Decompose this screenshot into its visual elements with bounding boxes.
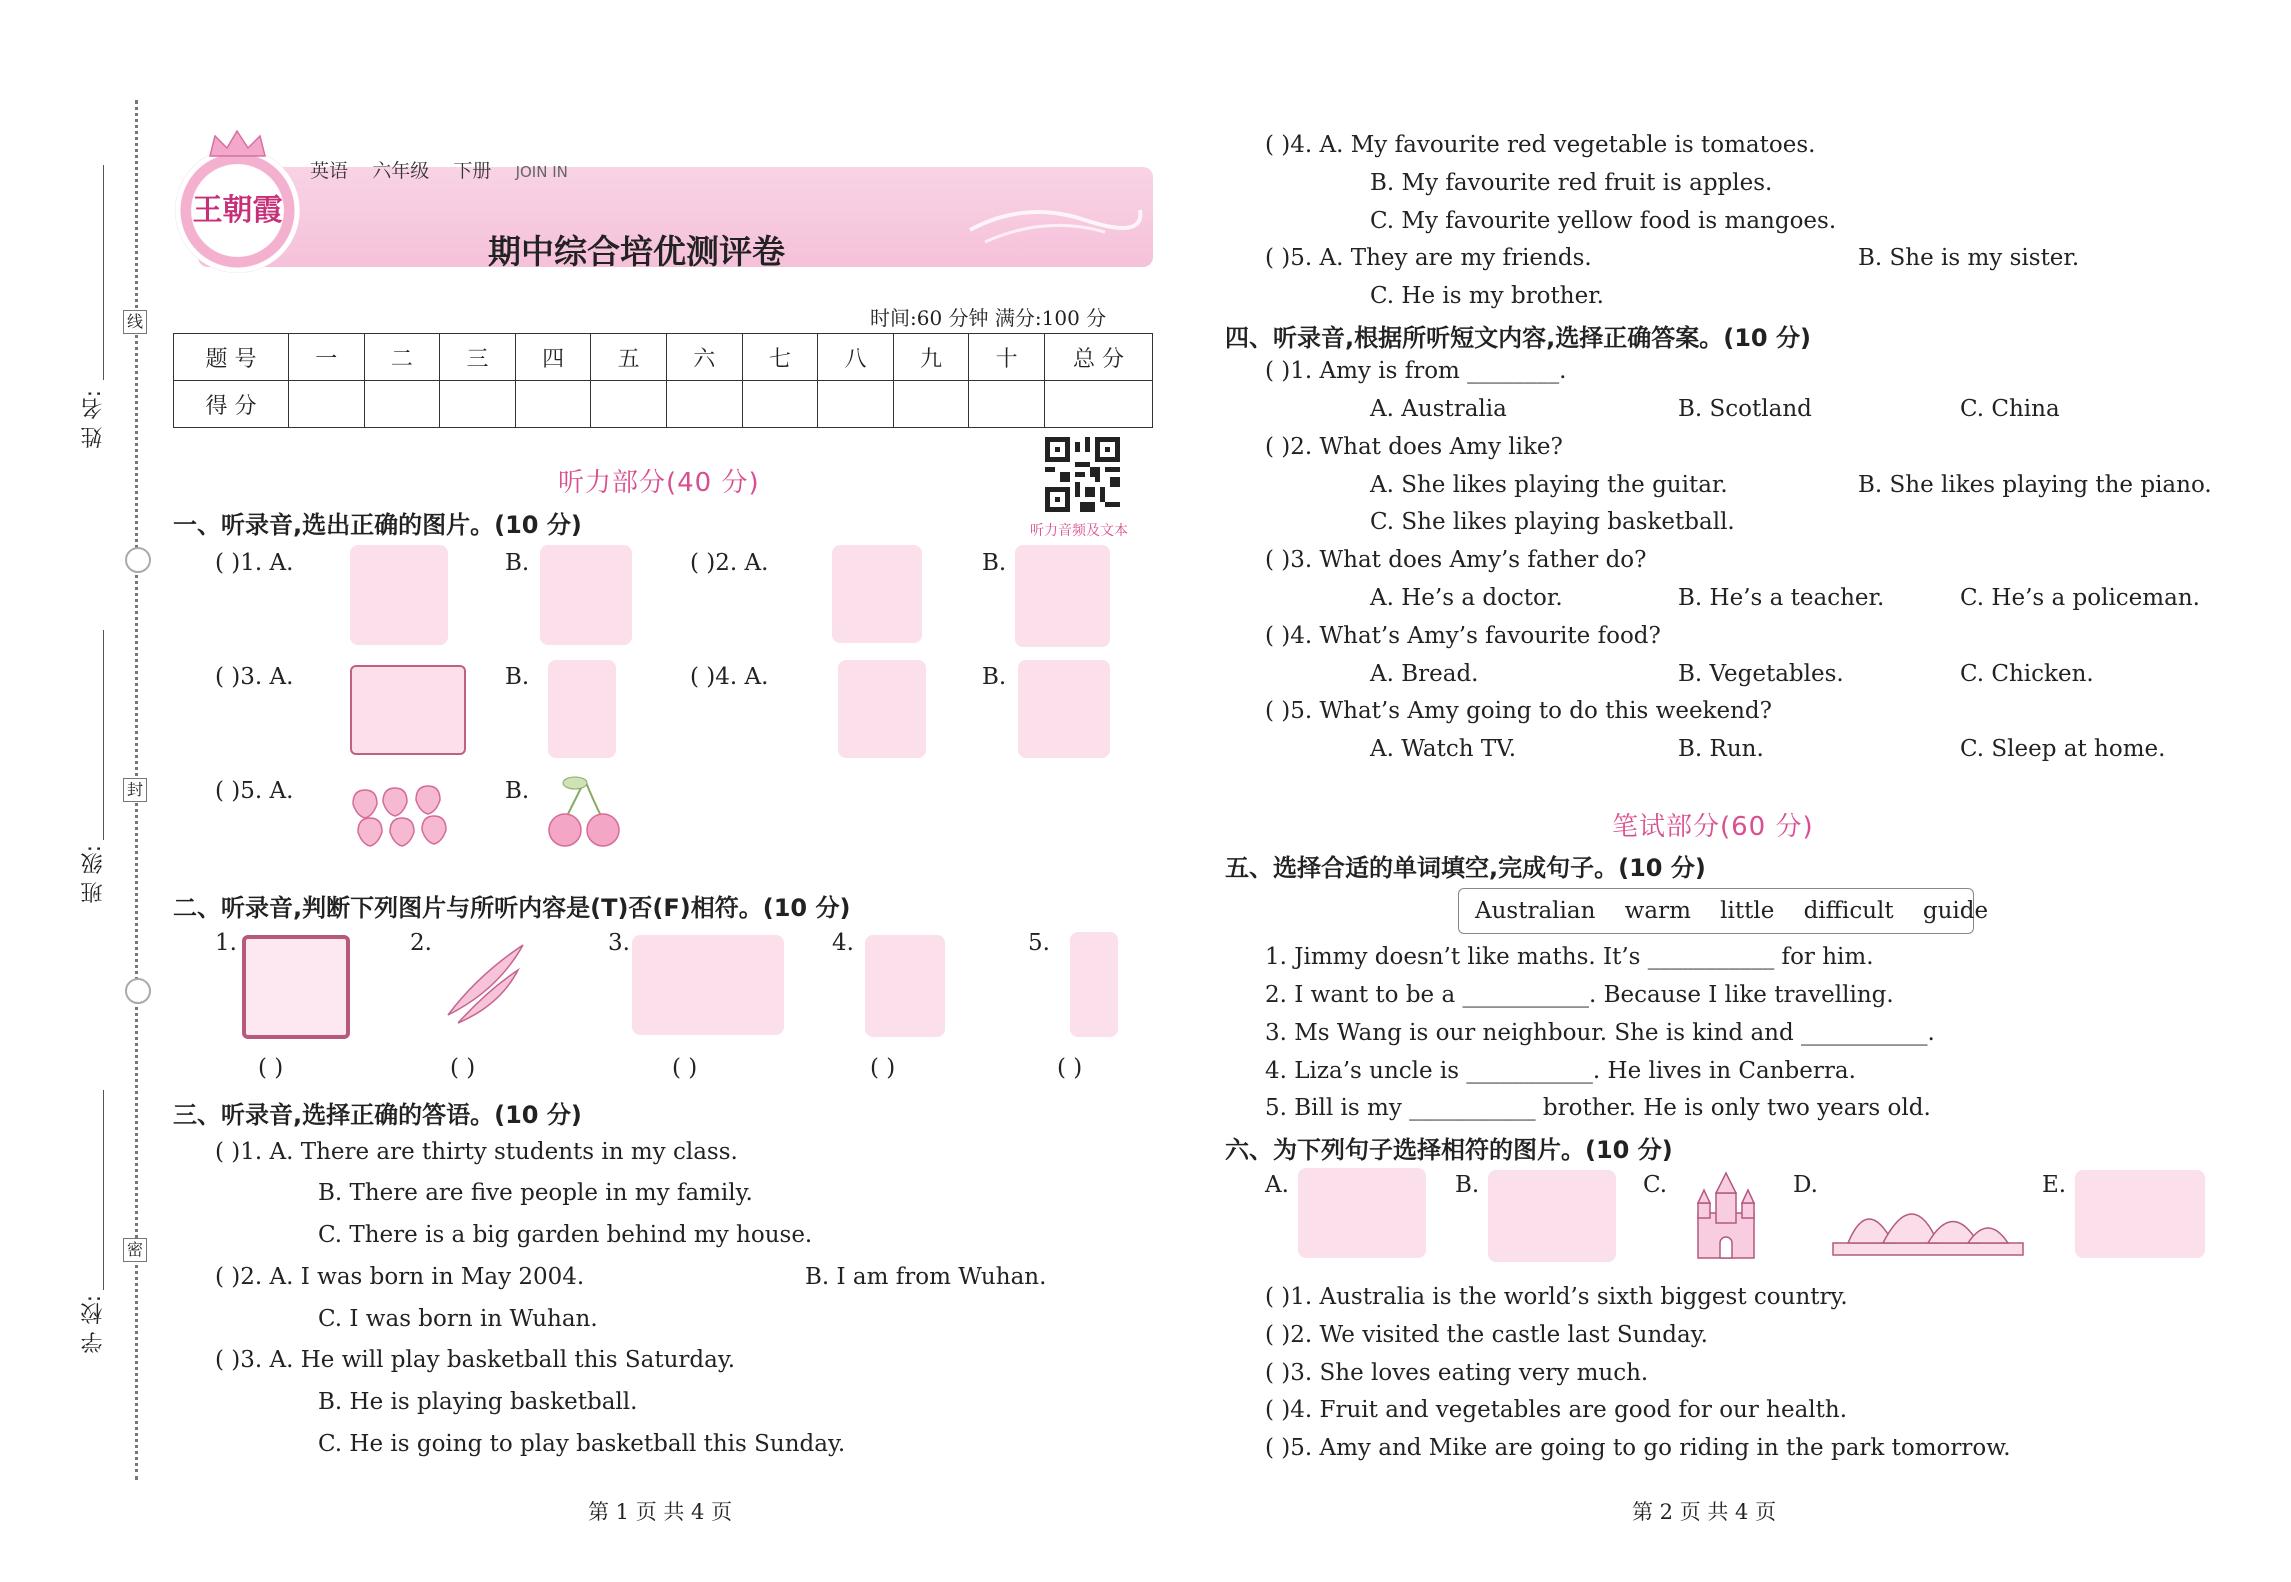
s5-sentence-3[interactable]: 3. Ms Wang is our neighbour. She is kind and ___________. (1265, 1020, 1935, 1046)
section4-title: 四、听录音,根据所听短文内容,选择正确答案。(10 分) (1225, 324, 1811, 352)
s6-sentence-3[interactable]: ( )3. She loves eating very much. (1265, 1360, 1649, 1386)
s3-q4-c: C. My favourite yellow food is mangoes. (1370, 208, 1837, 234)
score-cell: 五 (591, 334, 667, 381)
s6-sentence-5[interactable]: ( )5. Amy and Mike are going to go riding in the park tomorrow. (1265, 1435, 2011, 1461)
s1-q4-b: B. (982, 664, 1007, 690)
listening-section-title: 听力部分(40 分) (558, 468, 760, 498)
word-option: warm (1624, 898, 1691, 924)
picture-fruit-and-vegetables (1298, 1168, 1426, 1258)
qr-caption: 听力音频及文本 (1030, 523, 1128, 539)
score-cell: 一 (289, 334, 365, 381)
word-option: guide (1922, 898, 1989, 924)
class-line[interactable] (103, 630, 104, 840)
s2-num-1: 1. (215, 930, 237, 956)
s4-q2[interactable]: ( )2. What does Amy like? (1265, 434, 1563, 460)
s6-letter-b: B. (1455, 1172, 1480, 1198)
score-table-score-row (174, 381, 1153, 428)
picture-girl-in-eggshell (350, 545, 448, 645)
word-option: Australian (1475, 898, 1596, 924)
s1-q4-label[interactable]: ( )4. A. (690, 664, 769, 690)
s5-sentence-1[interactable]: 1. Jimmy doesn’t like maths. It’s ___________ for him. (1265, 944, 1874, 970)
s5-sentence-5[interactable]: 5. Bill is my ___________ brother. He is only two years old. (1265, 1095, 1931, 1121)
score-input-cell[interactable] (742, 381, 818, 428)
cut-mark-xian: 线 (123, 310, 147, 334)
picture-girl-drawing (1018, 660, 1110, 758)
brand-name: 王朝霞 (192, 193, 283, 228)
picture-table-tennis-players (632, 935, 784, 1035)
score-input-cell[interactable] (440, 381, 516, 428)
qr-code-icon[interactable] (1045, 437, 1120, 512)
score-input-cell[interactable] (364, 381, 440, 428)
picture-castle (1690, 1168, 1762, 1263)
score-input-cell[interactable] (666, 381, 742, 428)
picture-cherries (545, 775, 625, 855)
subject-line (310, 156, 568, 183)
score-cell: 九 (893, 334, 969, 381)
score-cell: 总 分 (1045, 334, 1153, 381)
score-input-cell[interactable] (893, 381, 969, 428)
s4-q4-a: A. Bread. (1370, 661, 1479, 687)
s6-letter-e: E. (2042, 1172, 2067, 1198)
s1-q3-label[interactable]: ( )3. A. (215, 664, 294, 690)
s3-q2-b: B. I am from Wuhan. (805, 1264, 1047, 1290)
s1-q5-label[interactable]: ( )5. A. (215, 778, 294, 804)
s4-q2-c: C. She likes playing basketball. (1370, 509, 1735, 535)
school-label: 学 校: (81, 1295, 106, 1354)
s2-num-3: 3. (608, 930, 630, 956)
s3-q3-a[interactable]: ( )3. A. He will play basketball this Saturday. (215, 1347, 736, 1373)
s4-q3[interactable]: ( )3. What does Amy’s father do? (1265, 547, 1647, 573)
crown-icon (205, 128, 270, 158)
score-input-cell[interactable] (591, 381, 667, 428)
score-table-header-row (174, 334, 1153, 381)
s4-q1-a: A. Australia (1370, 396, 1507, 422)
picture-kids-in-kitchen (865, 935, 945, 1037)
s4-q3-c: C. He’s a policeman. (1960, 585, 2200, 611)
picture-pea-pods (438, 935, 533, 1030)
section2-title: 二、听录音,判断下列图片与所听内容是(T)否(F)相符。(10 分) (173, 894, 851, 922)
s4-q2-a: A. She likes playing the guitar. (1370, 472, 1728, 498)
s4-q1-c: C. China (1960, 396, 2060, 422)
picture-girl-table-tennis (838, 660, 926, 758)
picture-kids-riding-bikes (1488, 1170, 1616, 1262)
picture-horse (832, 545, 922, 643)
s4-q5[interactable]: ( )5. What’s Amy going to do this weekend? (1265, 698, 1772, 724)
s4-q3-a: A. He’s a doctor. (1370, 585, 1563, 611)
name-label: 姓 名: (81, 390, 106, 449)
score-cell: 十 (969, 334, 1045, 381)
word-bank (1475, 896, 1988, 926)
s2-answer-4[interactable]: ( ) (870, 1055, 896, 1081)
picture-boy-on-scooter (548, 660, 616, 758)
footer-page-2: 第 2 页 共 4 页 (1632, 1500, 1777, 1524)
s5-sentence-2[interactable]: 2. I want to be a ___________. Because I like travelling. (1265, 982, 1894, 1008)
class-label: 班 级: (81, 845, 106, 904)
s1-q2-b: B. (982, 550, 1007, 576)
subject: 英语 (310, 160, 349, 182)
s6-sentence-4[interactable]: ( )4. Fruit and vegetables are good for our health. (1265, 1397, 1848, 1423)
name-line[interactable] (103, 165, 104, 380)
s2-num-2: 2. (410, 930, 432, 956)
cut-mark-mi: 密 (123, 1238, 147, 1262)
s1-q3-b: B. (505, 664, 530, 690)
s3-q2-c: C. I was born in Wuhan. (318, 1306, 598, 1332)
writing-section-title: 笔试部分(60 分) (1612, 812, 1814, 842)
score-input-cell[interactable] (969, 381, 1045, 428)
page-title: 期中综合培优测评卷 (488, 232, 785, 271)
s6-sentence-1[interactable]: ( )1. Australia is the world’s sixth biggest country. (1265, 1284, 1848, 1310)
volume: 下册 (453, 160, 492, 182)
picture-strawberries (350, 780, 455, 850)
s3-q1-a[interactable]: ( )1. A. There are thirty students in my class. (215, 1139, 738, 1165)
s3-q1-c: C. There is a big garden behind my house. (318, 1222, 813, 1248)
s3-q4-b: B. My favourite red fruit is apples. (1370, 170, 1773, 196)
score-table (173, 333, 1153, 428)
picture-sydney-opera-house (1828, 1185, 2028, 1260)
s2-answer-2[interactable]: ( ) (450, 1055, 476, 1081)
picture-girl-kung-fu (540, 545, 632, 645)
score-cell: 七 (742, 334, 818, 381)
s6-letter-d: D. (1793, 1172, 1818, 1198)
score-input-cell[interactable] (289, 381, 365, 428)
s4-q4-b: B. Vegetables. (1678, 661, 1844, 687)
s2-num-5: 5. (1028, 930, 1050, 956)
s4-q1-b: B. Scotland (1678, 396, 1812, 422)
score-cell: 题 号 (174, 334, 289, 381)
s1-q5-b: B. (505, 778, 530, 804)
s2-answer-1[interactable]: ( ) (258, 1055, 284, 1081)
cut-mark-feng: 封 (123, 778, 147, 802)
s2-num-4: 4. (832, 930, 854, 956)
s6-letter-a: A. (1265, 1172, 1289, 1198)
time-info: 时间:60 分钟 满分:100 分 (870, 306, 1107, 330)
grade: 六年级 (372, 160, 430, 182)
s4-q2-b: B. She likes playing the piano. (1858, 472, 2212, 498)
score-cell: 八 (818, 334, 894, 381)
word-option: difficult (1803, 898, 1894, 924)
score-cell: 四 (515, 334, 591, 381)
picture-chef (1070, 932, 1118, 1037)
score-input-cell[interactable] (515, 381, 591, 428)
score-cell: 二 (364, 334, 440, 381)
s4-q5-b: B. Run. (1678, 736, 1764, 762)
s4-q4-c: C. Chicken. (1960, 661, 2094, 687)
s1-q2-label[interactable]: ( )2. A. (690, 550, 769, 576)
s4-q5-c: C. Sleep at home. (1960, 736, 2166, 762)
section1-title: 一、听录音,选出正确的图片。(10 分) (173, 511, 582, 539)
s4-q1[interactable]: ( )1. Amy is from ________. (1265, 358, 1567, 384)
s3-q4-a[interactable]: ( )4. A. My favourite red vegetable is tomatoes. (1265, 132, 1816, 158)
score-input-cell[interactable] (818, 381, 894, 428)
binding-hole (125, 978, 151, 1004)
banner-swirl-decoration (965, 200, 1145, 250)
picture-girl-eating (2075, 1170, 2205, 1258)
s3-q5-a[interactable]: ( )5. A. They are my friends. (1265, 245, 1592, 271)
picture-baby-in-bed (350, 665, 466, 755)
s2-answer-3[interactable]: ( ) (672, 1055, 698, 1081)
picture-koala (1015, 545, 1110, 647)
s3-q5-c: C. He is my brother. (1370, 283, 1604, 309)
score-cell: 六 (666, 334, 742, 381)
word-option: little (1720, 898, 1775, 924)
s6-letter-c: C. (1643, 1172, 1668, 1198)
s4-q4[interactable]: ( )4. What’s Amy’s favourite food? (1265, 623, 1661, 649)
footer-page-1: 第 1 页 共 4 页 (588, 1500, 733, 1524)
s1-q1-b: B. (505, 550, 530, 576)
s3-q3-b: B. He is playing basketball. (318, 1389, 638, 1415)
section6-title: 六、为下列句子选择相符的图片。(10 分) (1225, 1136, 1673, 1164)
series-name: JOIN IN (515, 163, 568, 181)
score-input-cell[interactable] (1045, 381, 1153, 428)
score-cell: 三 (440, 334, 516, 381)
score-cell: 得 分 (174, 381, 289, 428)
s4-q3-b: B. He’s a teacher. (1678, 585, 1885, 611)
s3-q1-b: B. There are five people in my family. (318, 1180, 753, 1206)
s5-sentence-4[interactable]: 4. Liza’s uncle is ___________. He lives in Canberra. (1265, 1058, 1856, 1084)
binding-hole (125, 547, 151, 573)
s6-sentence-2[interactable]: ( )2. We visited the castle last Sunday. (1265, 1322, 1708, 1348)
s3-q3-c: C. He is going to play basketball this Sunday. (318, 1431, 846, 1457)
s3-q5-b: B. She is my sister. (1858, 245, 2080, 271)
s1-q1-label[interactable]: ( )1. A. (215, 550, 294, 576)
picture-family-photo (242, 935, 350, 1039)
s2-answer-5[interactable]: ( ) (1057, 1055, 1083, 1081)
school-line[interactable] (103, 1090, 104, 1290)
section3-title: 三、听录音,选择正确的答语。(10 分) (173, 1101, 582, 1129)
s4-q5-a: A. Watch TV. (1370, 736, 1517, 762)
section5-title: 五、选择合适的单词填空,完成句子。(10 分) (1225, 854, 1706, 882)
s3-q2-a[interactable]: ( )2. A. I was born in May 2004. (215, 1264, 585, 1290)
